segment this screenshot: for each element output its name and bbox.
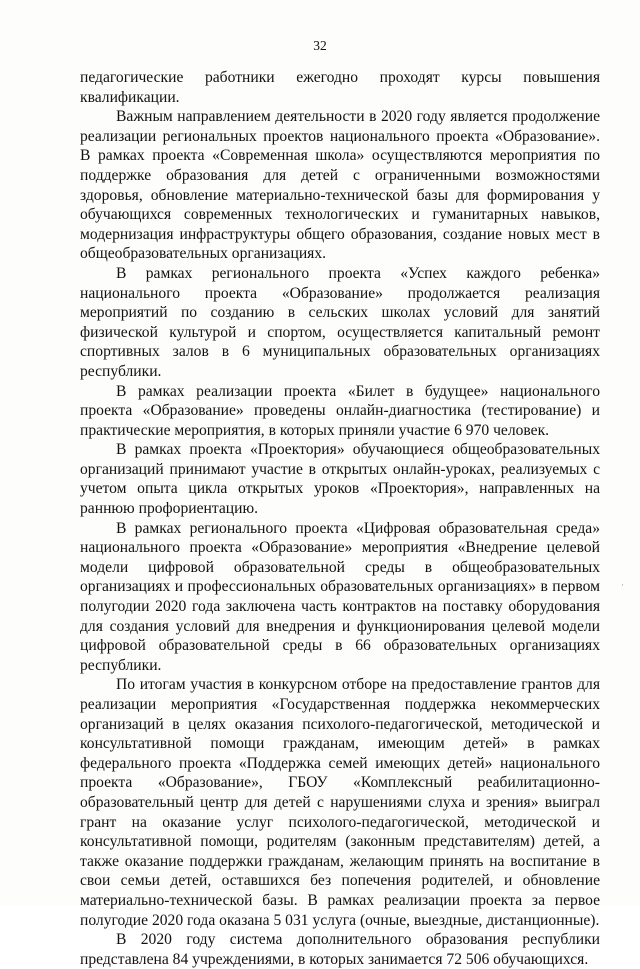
paragraph-4: В рамках реализации проекта «Билет в будущее» национального проекта «Образование» проведены онлайн-диагностика (тестирование) и практические мероприятия, в которых приняли участие 6 970 человек. [80, 382, 600, 439]
scan-artifact-mark: · [621, 580, 624, 590]
paragraph-5: В рамках проекта «Проектория» обучающиеся общеобразовательных организаций принимают участие в открытых онлайн-уроках, реализуемых с учетом опыта цикла открытых уроков «Проектория», направленных на раннюю профориентацию. [80, 441, 600, 518]
body-text [80, 68, 600, 969]
paragraph-3: В рамках регионального проекта «Успех каждого ребенка» национального проекта «Образование» продолжается реализация мероприятий по созданию в сельских школах условий для занятий физической культурой и спортом, осуществляется капитальный ремонт спортивных залов в 6 муниципальных образовательных организациях республики. [80, 264, 600, 380]
page-number: 32 [313, 38, 327, 53]
paragraph-7: По итогам участия в конкурсном отборе на предоставление грантов для реализации мероприятия «Государственная поддержка некоммерческих организаций в целях оказания психолого-педагогической, методической и консультативной помощи гражданам, имеющим детей» в рамках федерального проекта «Поддержка семей имеющих детей» национального проекта «Образование», ГБОУ «Комплексный реабилитационно-образовательный центр для детей с нарушениями слуха и зрения» выиграл грант на оказание услуг психолого-педагогической, методической и консультативной помощи, родителям (законным представителям) детей, а также оказание поддержки гражданам, желающим принять на воспитание в свои семьи детей, оставшихся без попечения родителей, и обновление материально-технической базы. В рамках реализации проекта за первое полугодие 2020 года оказана 5 031 услуга (очные, выездные, дистанционные). [80, 676, 600, 929]
paragraph-8: В 2020 году система дополнительного образования республики представлена 84 учреждениями, в которых занимается 72 506 обучающихся. [80, 931, 600, 968]
paragraph-1: педагогические работники ежегодно проходят курсы повышения квалификации. [80, 69, 600, 106]
paragraph-2: Важным направлением деятельности в 2020 году является продолжение реализации региональных проектов национального проекта «Образование». В рамках проекта «Современная школа» осуществляются мероприятия по поддержке образования для детей с ограниченными возможностями здоровья, обновление материально-технической базы для формирования у обучающихся современных технологических и гуманитарных навыков, модернизация инфраструктуры общего образования, создание новых мест в общеобразовательных организациях. [80, 108, 600, 263]
paragraph-6: В рамках регионального проекта «Цифровая образовательная среда» национального проекта «Образование» мероприятия «Внедрение целевой модели цифровой образовательной среды в общеобразовательных организациях и профессиональных образовательных организациях» в первом полугодии 2020 года заключена часть контрактов на поставку оборудования для создания условий для внедрения и функционирования целевой модели цифровой образовательной среды в 66 образовательных организациях республики. [80, 519, 600, 674]
